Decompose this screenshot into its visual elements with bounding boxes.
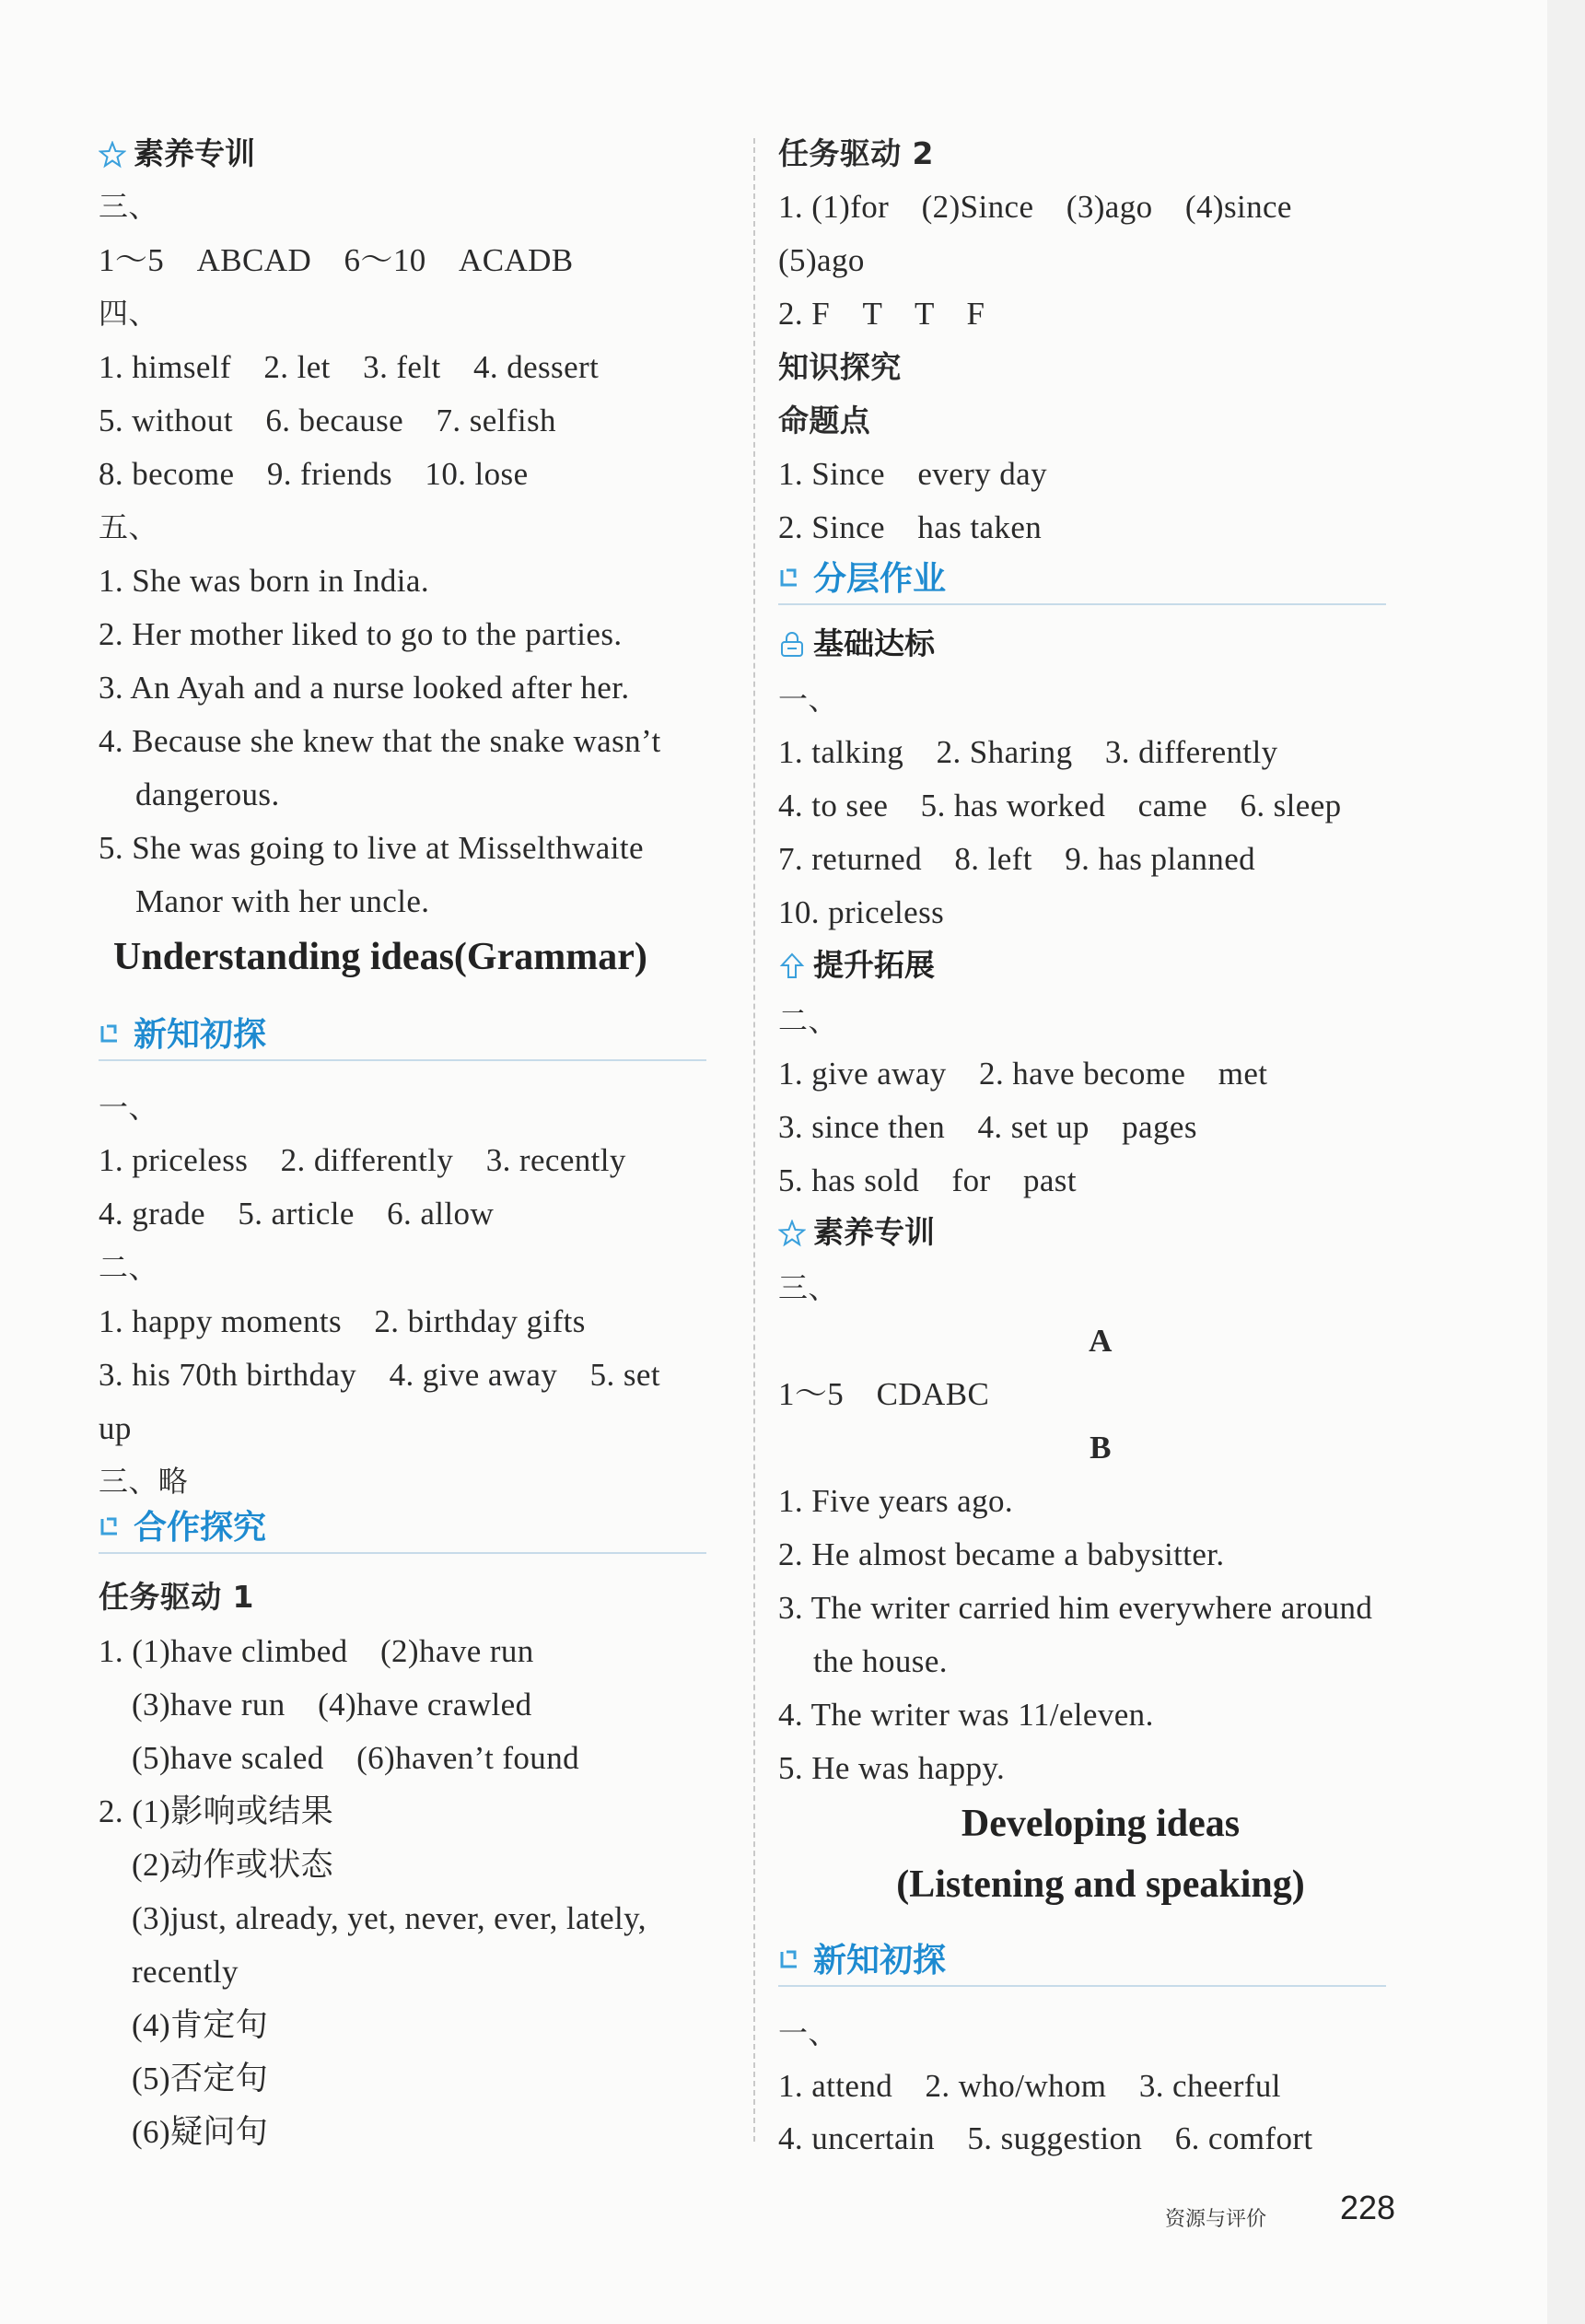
answer-line: 1. (1)have climbed (2)have run bbox=[99, 1633, 534, 1669]
answer-line: (5)否定句 bbox=[132, 2061, 269, 2096]
hezuo-banner bbox=[99, 1506, 706, 1554]
answer-line: 2. (1)影响或结果 bbox=[99, 1793, 334, 1829]
answer-line: 10. priceless bbox=[778, 894, 945, 930]
answer-line: 8. become 9. friends 10. lose bbox=[99, 456, 529, 492]
jichu-title: 基础达标 bbox=[813, 625, 935, 661]
answer-line: 4. The writer was 11/eleven. bbox=[778, 1697, 1154, 1733]
xinzhi-banner bbox=[99, 1013, 706, 1061]
answer-line: (5)have scaled (6)haven’t found bbox=[132, 1740, 580, 1776]
answer-line: 2. He almost became a babysitter. bbox=[778, 1536, 1225, 1572]
section-si: 四、 bbox=[99, 296, 158, 331]
developing-header-line1: Developing ideas bbox=[961, 1803, 1241, 1845]
zhishi-heading: 知识探究 bbox=[778, 349, 902, 385]
answer-line: 1. (1)for (2)Since (3)ago (4)since bbox=[778, 189, 1292, 225]
section-wu: 五、 bbox=[99, 509, 158, 544]
section-san-lue: 三、略 bbox=[99, 1464, 189, 1499]
fenceng-title: 分层作业 bbox=[813, 560, 947, 598]
bookmark-arrow-icon bbox=[99, 1022, 124, 1048]
footer-label: 资源与评价 bbox=[1165, 2208, 1267, 2231]
answer-line: 7. returned 8. left 9. has planned bbox=[778, 841, 1256, 877]
answer-line: 2. Her mother liked to go to the parties. bbox=[99, 616, 623, 652]
lock-icon bbox=[778, 631, 806, 659]
answer-line: 3. An Ayah and a nurse looked after her. bbox=[99, 670, 630, 706]
star-icon bbox=[778, 1220, 806, 1247]
section-san: 三、 bbox=[778, 1270, 838, 1305]
xinzhi-title: 新知初探 bbox=[134, 1016, 267, 1054]
hezuo-title: 合作探究 bbox=[134, 1509, 267, 1547]
page-number: 228 bbox=[1340, 2189, 1396, 2226]
answer-line: 4. uncertain 5. suggestion 6. comfort bbox=[778, 2120, 1313, 2156]
answer-line: 1～5 CDABC bbox=[778, 1376, 990, 1412]
section-er: 二、 bbox=[778, 1003, 838, 1038]
fenceng-banner bbox=[778, 557, 1386, 605]
up-arrow-icon bbox=[778, 952, 806, 980]
suyang-title: 素养专训 bbox=[134, 135, 255, 171]
answer-line: 4. Because she knew that the snake wasn’t bbox=[99, 723, 661, 759]
section-yi: 一、 bbox=[99, 1090, 158, 1125]
answer-line: 3. since then 4. set up pages bbox=[778, 1109, 1197, 1145]
section-san: 三、 bbox=[99, 189, 158, 224]
task2-heading: 任务驱动 2 bbox=[778, 135, 934, 171]
answer-line: (2)动作或状态 bbox=[132, 1847, 334, 1883]
answer-line: 4. to see 5. has worked came 6. sleep bbox=[778, 788, 1342, 823]
column-divider bbox=[753, 138, 755, 2142]
developing-header-line2: (Listening and speaking) bbox=[896, 1863, 1305, 1906]
answer-line: 5. She was going to live at Misselthwaite bbox=[99, 830, 644, 866]
answer-line: 2. F T T F bbox=[778, 296, 985, 332]
answer-line: 1. give away 2. have become met bbox=[778, 1056, 1268, 1092]
answer-line: 1～5 ABCAD 6～10 ACADB bbox=[99, 242, 574, 278]
answer-line: 5. has sold for past bbox=[778, 1162, 1077, 1198]
passage-label-b: B bbox=[1090, 1430, 1112, 1466]
answer-line: up bbox=[99, 1410, 132, 1446]
answer-line: 1. She was born in India. bbox=[99, 563, 429, 599]
section-yi: 一、 bbox=[778, 2015, 838, 2050]
section-er: 二、 bbox=[99, 1250, 158, 1285]
answer-line: 5. without 6. because 7. selfish bbox=[99, 403, 556, 438]
bookmark-arrow-icon bbox=[99, 1515, 124, 1541]
answer-line: the house. bbox=[813, 1643, 948, 1679]
answer-line: 3. his 70th birthday 4. give away 5. set bbox=[99, 1357, 660, 1393]
answer-line: (5)ago bbox=[778, 242, 865, 278]
answer-line: 1. Since every day bbox=[778, 456, 1047, 492]
answer-line: (3)have run (4)have crawled bbox=[132, 1687, 532, 1723]
answer-line: 4. grade 5. article 6. allow bbox=[99, 1196, 495, 1232]
tisheng-title: 提升拓展 bbox=[813, 947, 935, 983]
answer-line: 2. Since has taken bbox=[778, 509, 1043, 545]
answer-line: (4)肯定句 bbox=[132, 2007, 269, 2043]
answer-line: (6)疑问句 bbox=[132, 2114, 269, 2150]
grammar-header: Understanding ideas(Grammar) bbox=[113, 936, 647, 978]
section-yi: 一、 bbox=[778, 682, 838, 717]
answer-line: 1. attend 2. who/whom 3. cheerful bbox=[778, 2068, 1281, 2104]
suyang-title: 素养专训 bbox=[813, 1214, 935, 1250]
answer-line: (3)just, already, yet, never, ever, lately, bbox=[132, 1900, 647, 1936]
xinzhi-banner bbox=[778, 1939, 1386, 1987]
answer-line: 5. He was happy. bbox=[778, 1750, 1006, 1786]
answer-line: Manor with her uncle. bbox=[135, 883, 430, 919]
answer-line: 3. The writer carried him everywhere around bbox=[778, 1590, 1373, 1626]
answer-line: dangerous. bbox=[135, 777, 280, 812]
answer-line: 1. Five years ago. bbox=[778, 1483, 1014, 1519]
star-icon bbox=[99, 141, 126, 169]
bookmark-arrow-icon bbox=[778, 566, 804, 592]
bookmark-arrow-icon bbox=[778, 1948, 804, 1974]
answer-line: 1. talking 2. Sharing 3. differently bbox=[778, 734, 1278, 770]
answer-line: 1. priceless 2. differently 3. recently bbox=[99, 1142, 626, 1178]
answer-line: recently bbox=[132, 1954, 239, 1990]
passage-label-a: A bbox=[1089, 1323, 1113, 1359]
answer-line: 1. happy moments 2. birthday gifts bbox=[99, 1303, 586, 1339]
task1-heading: 任务驱动 1 bbox=[99, 1579, 254, 1615]
answer-line: 1. himself 2. let 3. felt 4. dessert bbox=[99, 349, 600, 385]
xinzhi-title: 新知初探 bbox=[813, 1942, 947, 1979]
mingti-heading: 命题点 bbox=[778, 403, 871, 438]
